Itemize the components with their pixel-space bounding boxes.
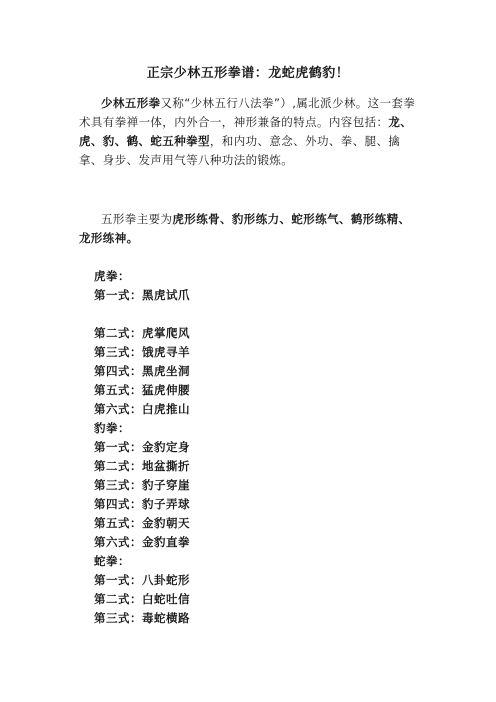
section-heading-tiger: 虎拳： bbox=[94, 269, 130, 283]
intro-items: 龙、虎、豹、鹤、蛇五种拳型 bbox=[79, 115, 413, 148]
intro-text-2: ，和内功、意念、外功、拳、腿、擒拿、身步、发声用气等八种功法的锻炼。 bbox=[79, 134, 401, 167]
summary-text: 五形拳主要为 bbox=[101, 212, 173, 226]
intro-lead: 少林五形拳 bbox=[101, 96, 161, 110]
page-title: 正宗少林五形拳谱：龙蛇虎鹤豹！ bbox=[146, 66, 350, 81]
section-heading-snake: 蛇拳： bbox=[94, 554, 130, 568]
list-item: 第二式：虎掌爬风 bbox=[94, 326, 190, 340]
list-item: 第四式：黑虎坐洞 bbox=[94, 364, 190, 378]
list-item: 第六式：金豹直拳 bbox=[94, 535, 190, 549]
list-item: 第六式：白虎推山 bbox=[94, 402, 190, 416]
list-item: 第一式：黑虎试爪 bbox=[94, 288, 190, 302]
intro-paragraph bbox=[79, 94, 417, 170]
intro-text-1: 又称“少林五行八法拳”）,属北派少林。这一套拳术具有拳禅一体，内外合一，神形兼备的特点。内容包括： bbox=[79, 96, 416, 129]
moves-list bbox=[94, 267, 414, 628]
list-item: 第三式：饿虎寻羊 bbox=[94, 345, 190, 359]
list-item: 第二式：白蛇吐信 bbox=[94, 592, 190, 606]
list-item: 第一式：金豹定身 bbox=[94, 440, 190, 454]
summary-paragraph bbox=[79, 210, 417, 248]
list-item: 第二式：地盆撕折 bbox=[94, 459, 190, 473]
list-item: 第五式：猛虎伸腰 bbox=[94, 383, 190, 397]
list-item: 第五式：金豹朝天 bbox=[94, 516, 190, 530]
list-item: 第三式：豹子穿崖 bbox=[94, 478, 190, 492]
list-item: 第四式：豹子弄球 bbox=[94, 497, 190, 511]
section-heading-leopard: 豹拳： bbox=[94, 421, 130, 435]
summary-practice: 虎形练骨、豹形练力、蛇形练气、鹤形练精、龙形练神。 bbox=[79, 212, 411, 245]
list-item: 第一式：八卦蛇形 bbox=[94, 573, 190, 587]
list-item: 第三式：毒蛇横路 bbox=[94, 611, 190, 625]
